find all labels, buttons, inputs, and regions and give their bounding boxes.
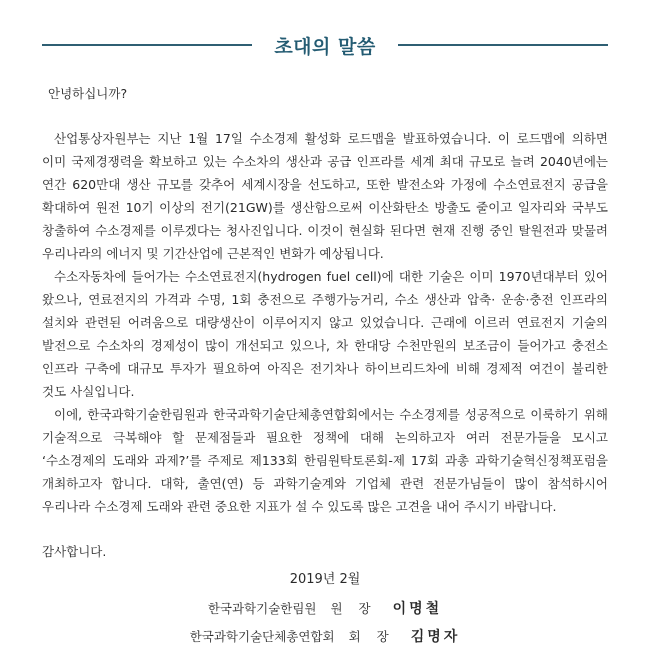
greeting-text: 안녕하십니까? (48, 86, 128, 101)
closing-text: 감사합니다. (42, 544, 107, 559)
header-right-rule (398, 44, 608, 46)
signer-line (0, 627, 650, 647)
signer-line (0, 599, 650, 619)
header-left-rule (42, 44, 252, 46)
signer-position: 회 장 (348, 629, 395, 644)
signer-organization: 한국과학기술단체총연합회 (189, 629, 335, 644)
signer-organization: 한국과학기술한림원 (207, 601, 317, 616)
signer-name: 이명철 (392, 601, 443, 617)
invitation-header (42, 28, 608, 62)
signer-position: 원 장 (330, 601, 377, 616)
letter-body (42, 127, 608, 518)
body-paragraph: 이에, 한국과학기술한림원과 한국과학기술단체총연합회에서는 수소경제를 성공적으로 이룩하기 위해 기술적으로 극복해야 할 문제점들과 필요한 정책에 대해 논의하고자 여러 전문가들을 모시고 ‘수소경제의 도래와 과제?’를 주제로 제133회 한림원탁토론회-제 17회 과총 과학기술혁신정책포럼을 개최하고자 합니다. 대학, 출연(연) 등 과학기술계와 기업체 관련 전문가님들이 많이 참석하시어 우리나라 수소경제 도래와 관련 중요한 지표가 설 수 있도록 많은 고견을 내어 주시기 바랍니다. (42, 407, 608, 514)
body-paragraph: 산업통상자원부는 지난 1월 17일 수소경제 활성화 로드맵을 발표하였습니다. 이 로드맵에 의하면 이미 국제경쟁력을 확보하고 있는 수소차의 생산과 공급 인프라를 세계 최대 규모로 늘려 2040년에는 연간 620만대 생산 규모를 갖추어 세계시장을 선도하고, 또한 발전소와 가정에 수소연료전지 공급을 확대하여 원전 10기 이상의 전기(21GW)를 생산함으로써 이산화탄소 방출도 줄이고 일자리와 국부도 창출하여 수소경제를 이루겠다는 청사진입니다. 이것이 현실화 된다면 현재 진행 중인 탈원전과 맞물려 우리나라의 에너지 및 기간산업에 근본적인 변화가 예상됩니다. (42, 131, 608, 261)
page-title: 초대의 말씀 (274, 35, 376, 58)
signer-name: 김명자 (410, 629, 461, 645)
body-paragraph: 수소자동차에 들어가는 수소연료전지(hydrogen fuel cell)에 대한 기술은 이미 1970년대부터 있어 왔으나, 연료전지의 가격과 수명, 1회 충전으로 주행가능거리, 수소 생산과 압축· 운송·충전 인프라의 설치와 관련된 어려움으로 대량생산이 이루어지지 않고 있었습니다. 근래에 이르러 연료전지 기술의 발전으로 수소차의 경제성이 많이 개선되고 있으나, 차 한대당 수천만원의 보조금이 들어가고 충전소 인프라 구축에 대규모 투자가 필요하여 아직은 전기차나 하이브리드차에 비해 경제적 여건이 불리한 것도 사실입니다. (42, 269, 608, 399)
letter-date: 2019년 2월 (289, 572, 361, 587)
